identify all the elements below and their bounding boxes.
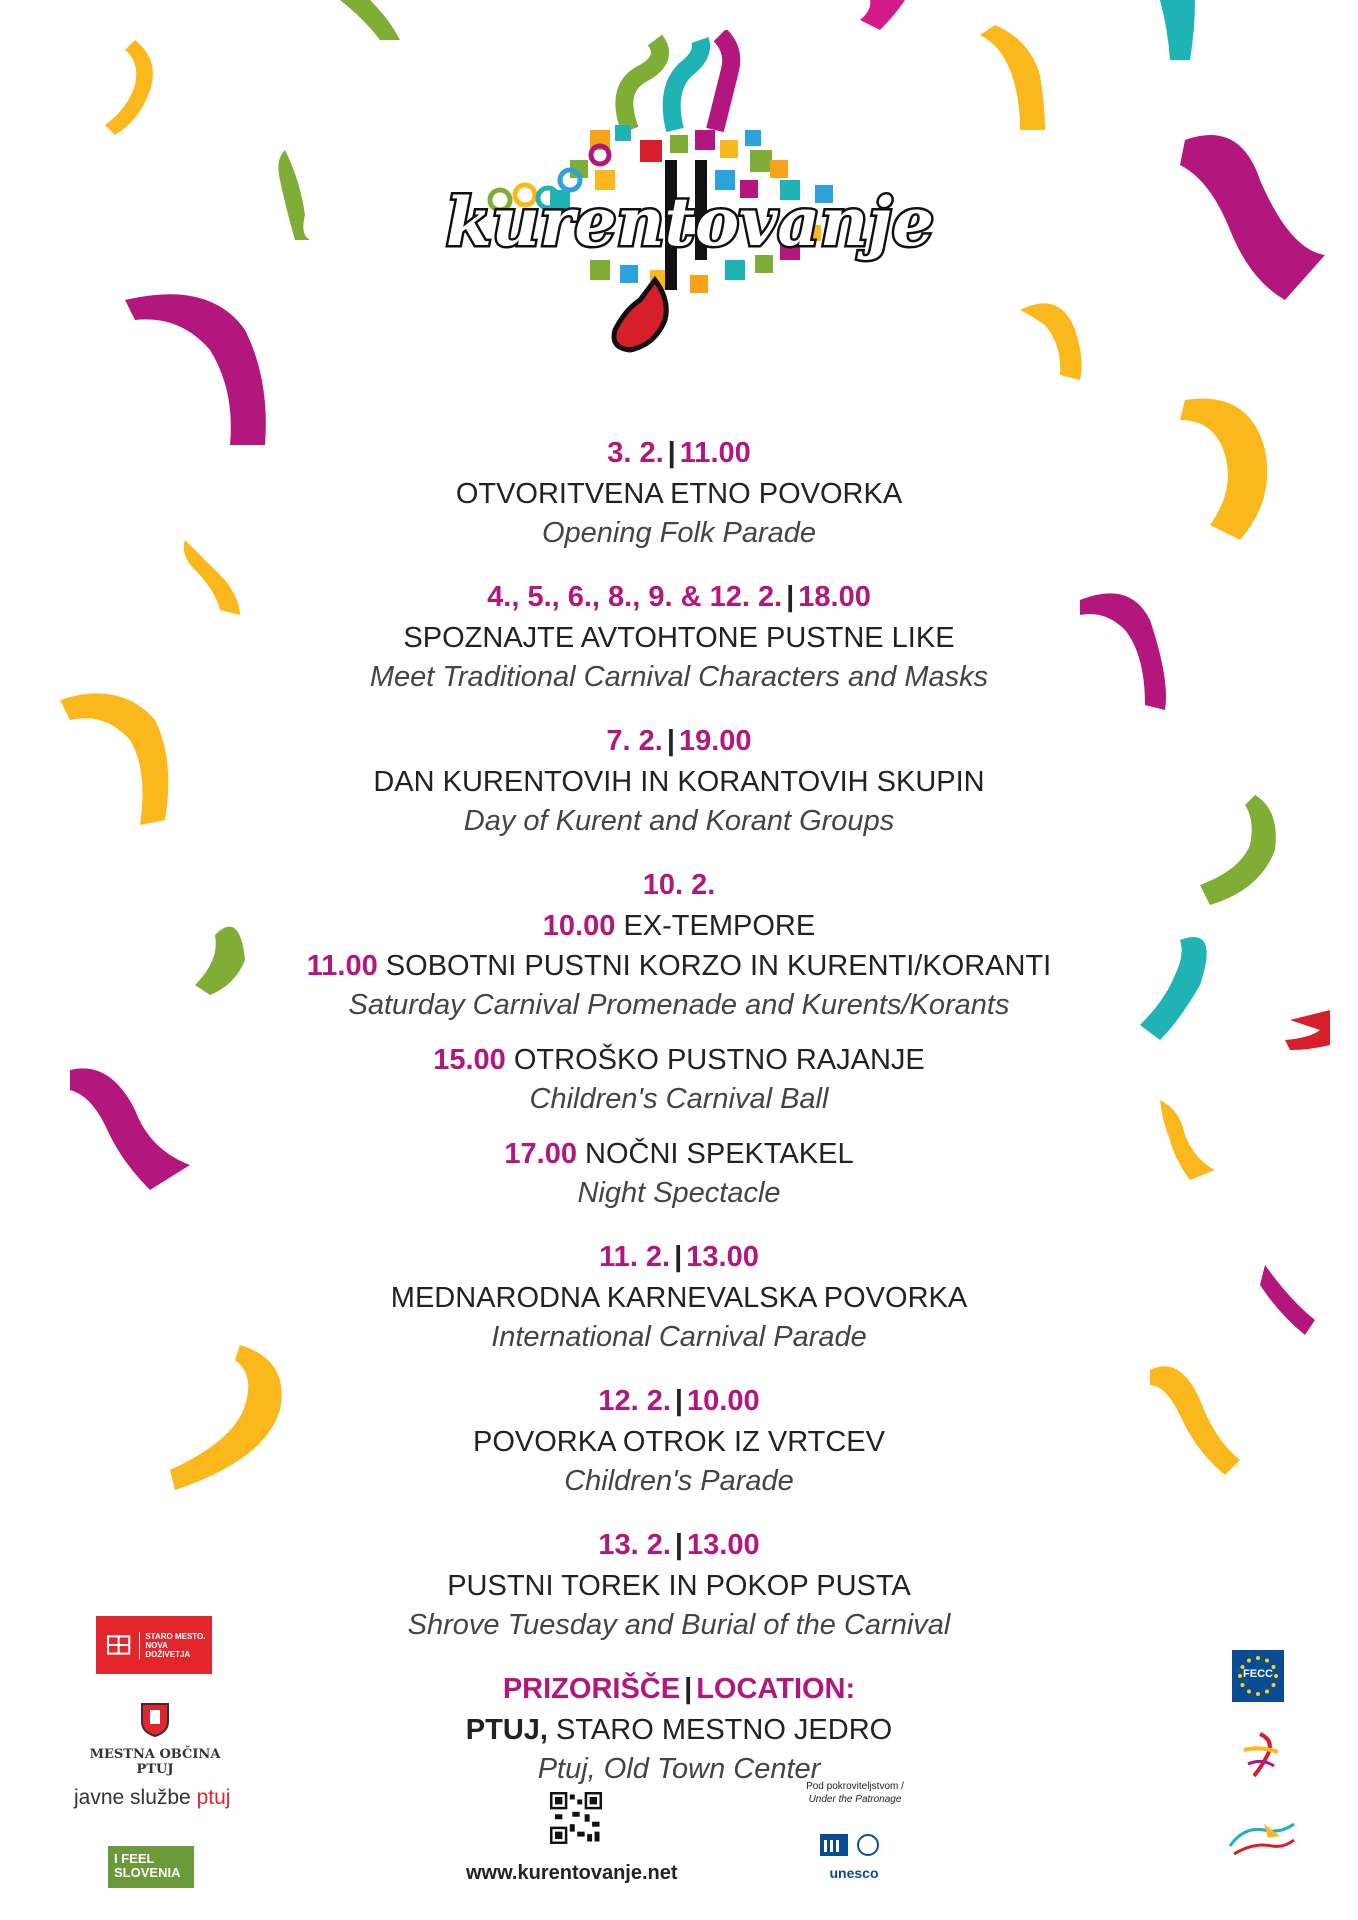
location-place: STARO MESTNO JEDRO	[556, 1714, 893, 1746]
event-subtitle: Shrove Tuesday and Burial of the Carnival	[407, 1609, 951, 1641]
dancer-logo-icon	[1234, 1730, 1286, 1782]
logo-red-tongue	[614, 280, 666, 350]
separator: |	[674, 1385, 684, 1417]
event-subtitle: Day of Kurent and Korant Groups	[463, 805, 895, 837]
event-date-line	[279, 432, 1079, 474]
confetti-piece	[1180, 399, 1267, 540]
event-time: 18.00	[798, 581, 871, 613]
logo-ribbons	[624, 35, 731, 130]
location-block	[279, 1668, 1079, 1788]
patronage-label	[790, 1780, 920, 1806]
location-heading	[279, 1668, 1079, 1710]
confetti-piece	[340, 0, 400, 40]
confetti-piece	[1160, 1100, 1215, 1180]
event-time: 10.00	[542, 910, 616, 942]
separator: |	[666, 725, 675, 757]
confetti-piece	[860, 0, 905, 30]
event-subtitle: Opening Folk Parade	[541, 517, 817, 549]
confetti-piece	[184, 540, 240, 615]
event-subtitle: Saturday Carnival Promenade and Kurents/Korants	[348, 989, 1010, 1021]
event-title-text: OTROŠKO PUSTNO RAJANJE	[513, 1044, 925, 1076]
event-title-text: SOBOTNI PUSTNI KORZO IN KURENTI/KORANTI	[385, 950, 1052, 982]
event-date-line	[279, 720, 1079, 762]
event-title	[279, 906, 1079, 946]
event-shrove-tuesday	[279, 1524, 1079, 1644]
municipality-logo	[80, 1700, 230, 1777]
event-time: 11.00	[679, 437, 751, 469]
confetti-piece	[1285, 1010, 1330, 1050]
location-heading-sl: PRIZORIŠČE	[502, 1673, 681, 1705]
event-date: 7. 2.	[606, 725, 663, 757]
unesco-temple-icon	[816, 1832, 892, 1858]
coat-of-arms-icon	[140, 1700, 170, 1738]
separator: |	[684, 1673, 693, 1705]
event-subtitle: Children's Parade	[564, 1465, 794, 1497]
confetti-piece	[278, 150, 310, 240]
event-title: OTVORITVENA ETNO POVORKA	[455, 478, 903, 510]
confetti-piece	[980, 25, 1045, 130]
location-name	[279, 1710, 1079, 1750]
separator: |	[674, 1529, 684, 1561]
event-title: PUSTNI TOREK IN POKOP PUSTA	[447, 1570, 911, 1602]
event-date-line	[279, 576, 1079, 618]
slovenia-text: SLOVENIA	[114, 1865, 181, 1880]
confetti-piece	[170, 1345, 282, 1490]
javne-sluzbe-text: javne službe	[74, 1786, 197, 1809]
event-time: 13.00	[687, 1529, 760, 1561]
confetti-piece	[70, 1068, 190, 1190]
separator: |	[674, 1241, 683, 1273]
unesco-logo	[816, 1832, 892, 1890]
event-date: 13. 2.	[598, 1529, 671, 1561]
event-date: 10. 2.	[642, 869, 716, 901]
event-time: 17.00	[504, 1138, 577, 1170]
confetti-piece	[1080, 593, 1166, 710]
event-title-text: EX-TEMPORE	[623, 910, 816, 942]
event-title: DAN KURENTOVIH IN KORANTOVIH SKUPIN	[373, 766, 985, 798]
separator: |	[786, 581, 795, 613]
staro-mesto-mark-icon	[106, 1622, 131, 1668]
i-feel-slovenia-logo	[108, 1846, 194, 1888]
event-time: 19.00	[678, 725, 752, 757]
confetti-piece	[1150, 1366, 1240, 1475]
confetti-piece	[195, 927, 245, 995]
event-title: MEDNARODNA KARNEVALSKA POVORKA	[390, 1282, 968, 1314]
event-time: 11.00	[306, 950, 378, 982]
fecc-logo	[1232, 1650, 1284, 1702]
event-date-line	[279, 1380, 1079, 1422]
fecc-text: FECC	[1243, 1668, 1273, 1680]
event-time: 13.00	[686, 1241, 759, 1273]
event-title	[279, 946, 1079, 986]
event-international-parade	[279, 1236, 1079, 1356]
location-subtitle: Ptuj, Old Town Center	[537, 1753, 821, 1785]
event-kurent-korant-groups	[279, 720, 1079, 840]
patronage-en: Under the Patronage	[808, 1794, 902, 1805]
event-subtitle: Night Spectacle	[577, 1177, 781, 1209]
staro-mesto-logo	[96, 1616, 212, 1674]
carnival-city-logo-icon	[1224, 1816, 1300, 1864]
event-date-line	[279, 1524, 1079, 1566]
event-traditional-characters	[279, 576, 1079, 696]
confetti-piece	[1020, 303, 1082, 380]
event-date: 3. 2.	[607, 437, 664, 469]
javne-sluzbe-logo	[74, 1786, 230, 1810]
location-city: PTUJ,	[465, 1714, 548, 1746]
unesco-text: unesco	[829, 1865, 879, 1881]
event-childrens-parade	[279, 1380, 1079, 1500]
i-feel-text: I FEEL	[114, 1851, 155, 1866]
separator: |	[667, 437, 676, 469]
event-title: SPOZNAJTE AVTOHTONE PUSTNE LIKE	[403, 622, 955, 654]
confetti-piece	[60, 693, 168, 825]
location-heading-en: LOCATION:	[696, 1673, 856, 1705]
event-title-text: NOČNI SPEKTAKEL	[585, 1138, 854, 1170]
event-time: 15.00	[433, 1044, 506, 1076]
event-subtitle: International Carnival Parade	[491, 1321, 867, 1353]
confetti-piece	[1200, 795, 1276, 905]
event-time: 10.00	[687, 1385, 760, 1417]
event-date: 4., 5., 6., 8., 9. & 12. 2.	[487, 581, 783, 613]
program-list	[279, 432, 1079, 1812]
confetti-piece	[1260, 1265, 1315, 1335]
event-opening-folk-parade	[279, 432, 1079, 552]
event-day-10	[279, 864, 1079, 1212]
logo-text: kurentovanje	[446, 183, 934, 261]
patronage-sl: Pod pokroviteljstvom /	[806, 1781, 904, 1792]
qr-code-icon	[550, 1792, 602, 1844]
event-date-line	[279, 1236, 1079, 1278]
kurentovanje-logo	[440, 30, 940, 370]
event-subtitle: Meet Traditional Carnival Characters and Masks	[369, 661, 989, 693]
event-title: POVORKA OTROK IZ VRTCEV	[473, 1426, 885, 1458]
event-title	[279, 1040, 1079, 1080]
municipality-name: MESTNA OBČINA PTUJ	[89, 1747, 221, 1777]
website-link[interactable]: www.kurentovanje.net	[466, 1862, 678, 1884]
staro-mesto-text: STARO MESTO. NOVA DOŽIVETJA	[139, 1632, 212, 1659]
javne-sluzbe-ptuj: ptuj	[196, 1786, 231, 1809]
confetti-piece	[105, 40, 153, 135]
event-date: 11. 2.	[599, 1241, 671, 1273]
event-title	[279, 1134, 1079, 1174]
confetti-piece	[1140, 937, 1207, 1040]
event-date: 12. 2.	[598, 1385, 671, 1417]
confetti-piece	[1160, 0, 1195, 60]
event-subtitle: Children's Carnival Ball	[529, 1083, 829, 1115]
confetti-piece	[1180, 135, 1325, 300]
confetti-piece	[125, 294, 266, 445]
